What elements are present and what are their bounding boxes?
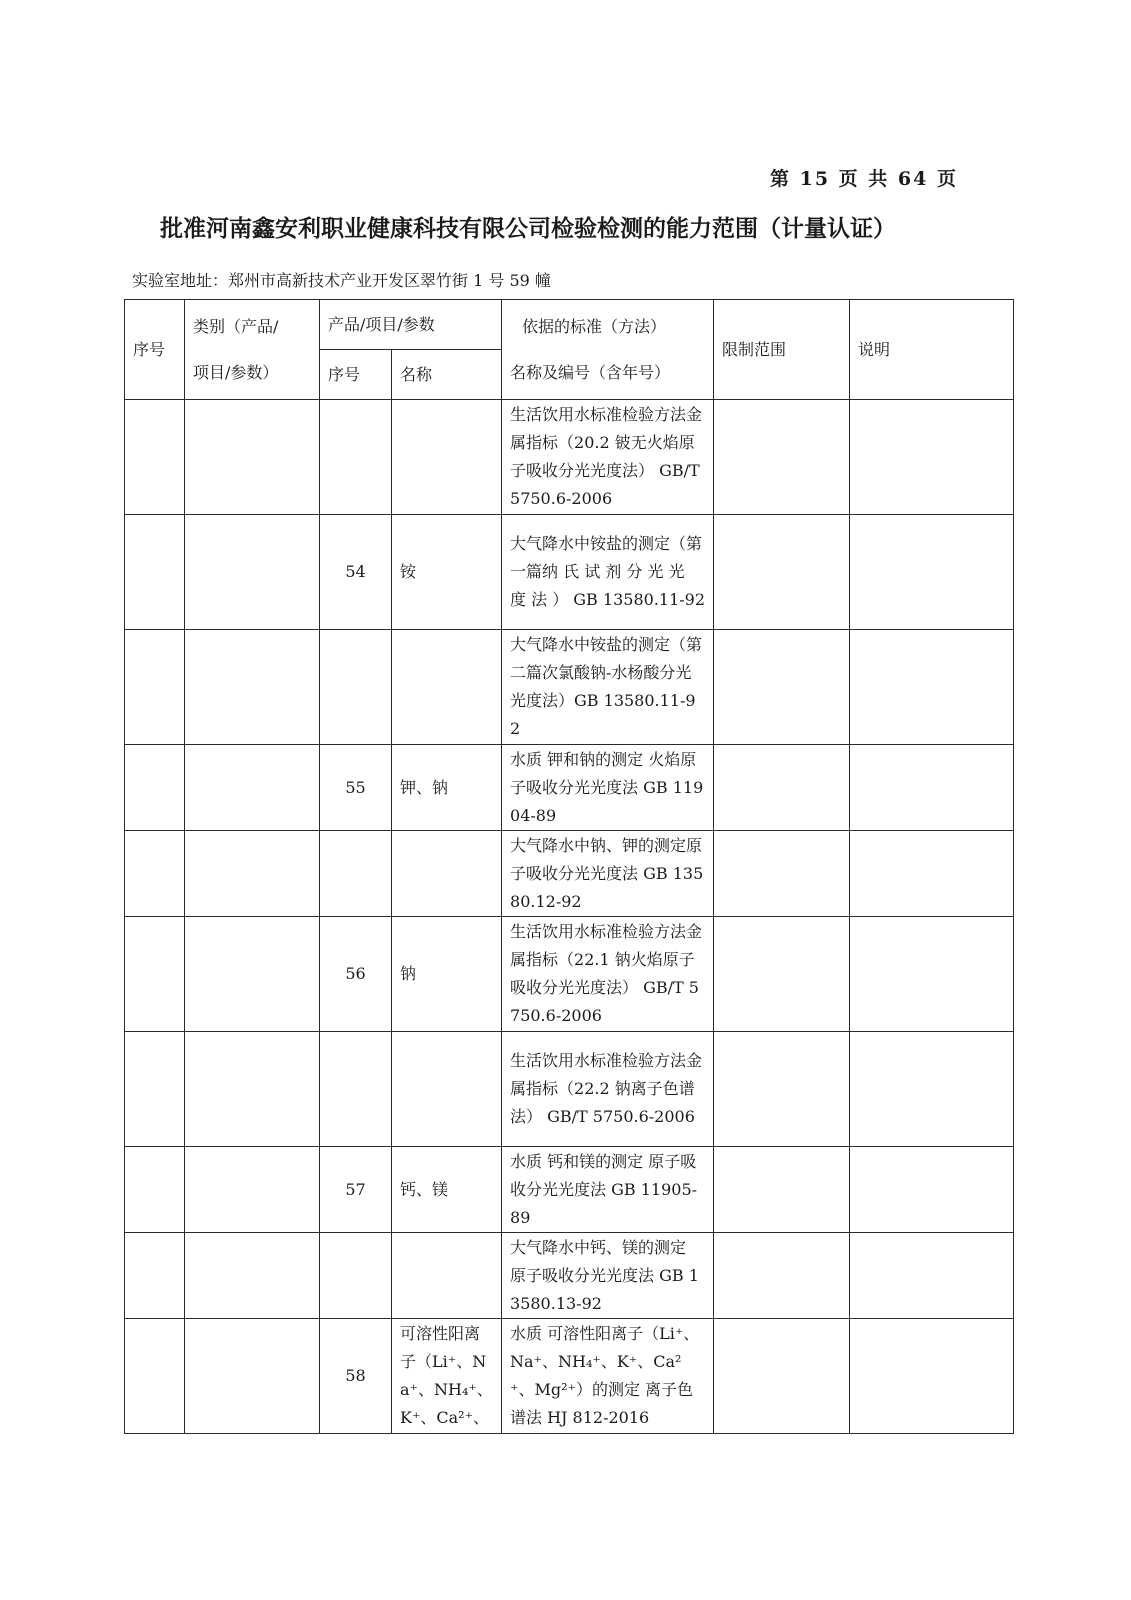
cell-category [185, 1147, 320, 1233]
cell-category [185, 745, 320, 831]
cell-category [185, 831, 320, 917]
table-body [125, 400, 1014, 1434]
lab-address: 实验室地址：郑州市高新技术产业开发区翠竹街 1 号 59 幢 [132, 271, 551, 290]
header-limit: 限制范围 [714, 300, 850, 400]
cell-note [850, 831, 1014, 917]
header-note: 说明 [850, 300, 1014, 400]
cell-sub-seq [320, 1032, 392, 1147]
table-row [125, 1147, 1014, 1233]
cell-category [185, 1032, 320, 1147]
cell-seq [125, 1032, 185, 1147]
cell-note [850, 400, 1014, 515]
header-standard [502, 300, 714, 400]
cell-note [850, 745, 1014, 831]
cell-note [850, 917, 1014, 1032]
cell-name [392, 1233, 502, 1319]
cell-category [185, 917, 320, 1032]
table-row [125, 515, 1014, 630]
table-row [125, 831, 1014, 917]
cell-note [850, 1147, 1014, 1233]
cell-standard: 大气降水中钙、镁的测定 原子吸收分光光度法 GB 13580.13-92 [502, 1233, 714, 1319]
cell-category [185, 400, 320, 515]
cell-sub-seq: 55 [320, 745, 392, 831]
table-row [125, 917, 1014, 1032]
cell-seq [125, 745, 185, 831]
header-sub-seq: 序号 [320, 350, 392, 400]
cell-name: 钠 [392, 917, 502, 1032]
cell-name: 钙、镁 [392, 1147, 502, 1233]
cell-standard: 生活饮用水标准检验方法金属指标（22.1 钠火焰原子吸收分光光度法） GB/T 5750.6-2006 [502, 917, 714, 1032]
cell-sub-seq: 54 [320, 515, 392, 630]
header-standard-line1: 依据的标准（方法） [522, 316, 667, 336]
header-sub-name: 名称 [392, 350, 502, 400]
cell-name [392, 1032, 502, 1147]
cell-standard: 水质 可溶性阳离子（Li⁺、Na⁺、NH₄⁺、K⁺、Ca²⁺、Mg²⁺）的测定 离子色谱法 HJ 812-2016 [502, 1319, 714, 1434]
cell-limit [714, 515, 850, 630]
cell-name: 可溶性阳离子（Li⁺、Na⁺、NH₄⁺、K⁺、Ca²⁺、 [392, 1319, 502, 1434]
cell-category [185, 1319, 320, 1434]
cell-sub-seq [320, 831, 392, 917]
cell-limit [714, 917, 850, 1032]
table-row [125, 1233, 1014, 1319]
cell-seq [125, 1233, 185, 1319]
page-number: 第 15 页 共 64 页 [770, 168, 958, 190]
cell-category [185, 1233, 320, 1319]
cell-standard: 大气降水中铵盐的测定（第二篇次氯酸钠-水杨酸分光光度法）GB 13580.11-92 [502, 630, 714, 745]
cell-name [392, 831, 502, 917]
cell-name: 钾、钠 [392, 745, 502, 831]
cell-seq [125, 1319, 185, 1434]
cell-sub-seq: 58 [320, 1319, 392, 1434]
cell-seq [125, 831, 185, 917]
table-header [125, 300, 1014, 400]
cell-name [392, 630, 502, 745]
cell-limit [714, 1032, 850, 1147]
cell-note [850, 1032, 1014, 1147]
cell-seq [125, 1147, 185, 1233]
cell-limit [714, 831, 850, 917]
cell-name: 铵 [392, 515, 502, 630]
header-product-group: 产品/项目/参数 [320, 300, 502, 350]
cell-note [850, 515, 1014, 630]
cell-limit [714, 745, 850, 831]
capability-scope-table [124, 299, 1014, 1434]
cell-standard: 水质 钾和钠的测定 火焰原子吸收分光光度法 GB 11904-89 [502, 745, 714, 831]
cell-standard: 水质 钙和镁的测定 原子吸收分光光度法 GB 11905-89 [502, 1147, 714, 1233]
header-seq: 序号 [125, 300, 185, 400]
table-row [125, 630, 1014, 745]
cell-limit [714, 1233, 850, 1319]
cell-name [392, 400, 502, 515]
cell-seq [125, 630, 185, 745]
cell-sub-seq: 57 [320, 1147, 392, 1233]
cell-standard: 生活饮用水标准检验方法金属指标（22.2 钠离子色谱法） GB/T 5750.6-2006 [502, 1032, 714, 1147]
header-standard-line2: 名称及编号（含年号） [510, 362, 671, 382]
table-row [125, 400, 1014, 515]
header-category [185, 300, 320, 400]
header-category-line1: 类别（产品/ [193, 316, 279, 336]
cell-seq [125, 515, 185, 630]
cell-category [185, 515, 320, 630]
cell-standard: 大气降水中钠、钾的测定原子吸收分光光度法 GB 13580.12-92 [502, 831, 714, 917]
cell-note [850, 630, 1014, 745]
cell-seq [125, 400, 185, 515]
cell-standard: 生活饮用水标准检验方法金属指标（20.2 铍无火焰原子吸收分光光度法） GB/T 5750.6-2006 [502, 400, 714, 515]
cell-limit [714, 1319, 850, 1434]
cell-limit [714, 1147, 850, 1233]
cell-note [850, 1319, 1014, 1434]
cell-limit [714, 400, 850, 515]
table-row [125, 745, 1014, 831]
cell-sub-seq [320, 1233, 392, 1319]
cell-sub-seq: 56 [320, 917, 392, 1032]
cell-limit [714, 630, 850, 745]
document-title: 批准河南鑫安利职业健康科技有限公司检验检测的能力范围（计量认证） [160, 216, 896, 242]
cell-sub-seq [320, 630, 392, 745]
cell-note [850, 1233, 1014, 1319]
header-category-line2: 项目/参数） [193, 362, 279, 382]
table-row [125, 1032, 1014, 1147]
cell-category [185, 630, 320, 745]
cell-seq [125, 917, 185, 1032]
cell-sub-seq [320, 400, 392, 515]
table-row [125, 1319, 1014, 1434]
cell-standard: 大气降水中铵盐的测定（第一篇纳 氏 试 剂 分 光 光 度 法 ） GB 13580.11-92 [502, 515, 714, 630]
